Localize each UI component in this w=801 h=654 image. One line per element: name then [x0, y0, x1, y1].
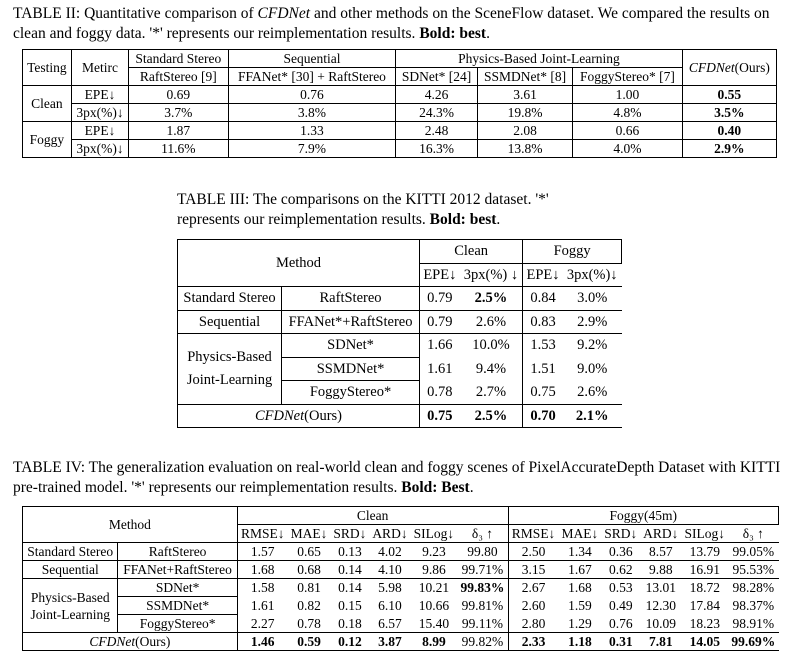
- value-cell: 1.57: [237, 543, 287, 561]
- value-cell: 16.91: [681, 561, 728, 579]
- header-metric: SILog↓: [411, 525, 458, 543]
- value-cell: 1.34: [559, 543, 602, 561]
- ours-model-name: CFDNet: [255, 407, 305, 424]
- header-foggystereo: FoggyStereo* [7]: [573, 68, 682, 86]
- method-cell: RaftStereo: [118, 543, 237, 561]
- header-foggy: Foggy(45m): [508, 507, 778, 525]
- value-cell: 1.51: [530, 360, 556, 377]
- table4-caption: [13, 458, 801, 497]
- value-cell-best: 0.70: [523, 404, 563, 428]
- value-cell: 0.79: [420, 310, 460, 334]
- table-row: [23, 615, 779, 633]
- value-cell: 12.30: [645, 598, 676, 613]
- value-cell: 9.2%: [563, 334, 622, 358]
- group-physics-based: [23, 579, 118, 633]
- group-foggy: Foggy: [23, 122, 72, 158]
- group-standard-stereo: Standard Stereo: [23, 543, 118, 561]
- metric-cell: 3px(%)↓: [71, 140, 128, 158]
- value-cell-best: 2.1%: [563, 404, 622, 428]
- value-cell: 18.23: [689, 615, 720, 631]
- header-3px: 3px(%) ↓: [460, 263, 523, 287]
- method-cell: FFANet+RaftStereo: [118, 561, 237, 579]
- header-testing: Testing: [23, 50, 72, 86]
- value-cell: 0.14: [330, 561, 369, 579]
- table-row-ours: [178, 404, 622, 428]
- value-cell: 1.53: [523, 334, 563, 358]
- group-label-line: Joint-Learning: [30, 606, 110, 622]
- value-cell: 3.8%: [228, 104, 396, 122]
- value-cell: 2.48: [396, 122, 478, 140]
- table4: [22, 506, 779, 651]
- group-sequential: Sequential: [23, 561, 118, 579]
- value-cell: 10.09: [645, 615, 676, 631]
- value-cell-best: 2.5%: [460, 404, 523, 428]
- value-cell: 0.81: [288, 579, 331, 597]
- value-cell: 9.23: [411, 543, 458, 561]
- value-cell: 8.57: [640, 543, 681, 561]
- value-cell: 2.6%: [577, 383, 608, 400]
- value-cell-best: 0.75: [420, 404, 460, 428]
- header-metric: RMSE↓: [508, 525, 558, 543]
- group-label-line: Physics-Based: [187, 349, 272, 366]
- value-cell: 2.7%: [460, 381, 523, 405]
- header-epe: EPE↓: [523, 263, 563, 287]
- value-cell: 6.10: [378, 598, 402, 613]
- table-row: [23, 86, 777, 104]
- value-cell: 0.65: [288, 543, 331, 561]
- header-ours: [682, 50, 776, 86]
- method-cell: SSMDNet*: [118, 597, 237, 615]
- value-cell: 1.59: [568, 598, 592, 613]
- value-cell-best: 0.59: [288, 633, 331, 651]
- metric-cell: EPE↓: [71, 86, 128, 104]
- header-standard-stereo: Standard Stereo: [129, 50, 229, 68]
- value-cell: 2.08: [477, 122, 572, 140]
- value-cell: 2.80: [521, 615, 546, 631]
- value-cell: 4.02: [369, 543, 410, 561]
- value-cell-best: 0.40: [682, 122, 776, 140]
- value-cell-best: 0.31: [601, 633, 640, 651]
- value-cell: 0.68: [288, 561, 331, 579]
- group-sequential: Sequential: [178, 310, 282, 334]
- value-cell: 1.68: [237, 561, 287, 579]
- value-cell: 2.9%: [563, 310, 622, 334]
- header-3px: 3px(%)↓: [563, 263, 622, 287]
- caption-bold: Bold: best: [419, 24, 487, 42]
- value-cell: 1.61: [237, 597, 287, 615]
- table-row: [23, 122, 777, 140]
- value-cell: 4.8%: [573, 104, 682, 122]
- value-cell: 3.0%: [563, 287, 622, 311]
- value-cell: 0.49: [608, 598, 633, 613]
- value-cell-best: 2.9%: [682, 140, 776, 158]
- method-cell: RaftStereo: [282, 287, 420, 311]
- header-metric: RMSE↓: [237, 525, 287, 543]
- table-row: [23, 543, 779, 561]
- caption-text: pre-trained model. '*' represents our reimplementation results.: [13, 478, 402, 496]
- header-metric: MAE↓: [288, 525, 331, 543]
- method-cell: SDNet*: [282, 334, 420, 358]
- value-cell-best: 1.18: [559, 633, 602, 651]
- header-physics-based: Physics-Based Joint-Learning: [396, 50, 682, 68]
- value-cell: 13.01: [640, 579, 681, 597]
- value-cell: 0.69: [129, 86, 229, 104]
- metric-cell: 3px(%)↓: [71, 104, 128, 122]
- value-cell: 1.66: [420, 334, 460, 358]
- value-cell: 1.68: [559, 579, 602, 597]
- caption-text: TABLE IV: The generalization evaluation on real-world clean and foggy scenes of PixelAccurateDepth Dataset with KITTI: [13, 459, 781, 476]
- table-row: [178, 287, 622, 311]
- table2-caption: [13, 4, 793, 43]
- header-metric: SRD↓: [601, 525, 640, 543]
- ours-model-name: CFDNet: [89, 634, 136, 649]
- header-metric: δ₃ ↑: [457, 525, 508, 543]
- table-row: [178, 310, 622, 334]
- caption-bold: Bold: Best: [401, 478, 470, 496]
- value-cell: 0.76: [228, 86, 396, 104]
- value-cell: 3.7%: [129, 104, 229, 122]
- value-cell: 9.4%: [460, 357, 523, 381]
- header-metric: MAE↓: [559, 525, 602, 543]
- header-metric: Metirc: [71, 50, 128, 86]
- value-cell: 0.78: [297, 615, 321, 631]
- value-cell: 2.6%: [460, 310, 523, 334]
- value-cell: 17.84: [689, 598, 720, 613]
- value-cell-best: 0.55: [682, 86, 776, 104]
- value-cell: 1.61: [420, 357, 460, 381]
- value-cell: 0.82: [297, 598, 321, 613]
- value-cell: 13.79: [681, 543, 728, 561]
- caption-model-name: CFDNet: [257, 5, 311, 22]
- header-ssmdnet: SSMDNet* [8]: [477, 68, 572, 86]
- value-cell: 99.80: [457, 543, 508, 561]
- value-cell: 95.53%: [728, 561, 778, 579]
- value-cell: 0.14: [330, 579, 369, 597]
- value-cell: 9.86: [411, 561, 458, 579]
- value-cell: 98.91%: [732, 615, 775, 631]
- group-physics-based: [178, 334, 282, 405]
- value-cell: 10.21: [411, 579, 458, 597]
- header-metric: SRD↓: [330, 525, 369, 543]
- header-method: Method: [178, 240, 420, 287]
- value-cell: 1.87: [129, 122, 229, 140]
- table2: [22, 49, 777, 158]
- table-row: [23, 104, 777, 122]
- value-cell: 99.82%: [457, 633, 508, 651]
- method-ours: [178, 404, 420, 428]
- table3: [177, 239, 622, 428]
- header-sequential: Sequential: [228, 50, 396, 68]
- value-cell-best: 99.69%: [728, 633, 778, 651]
- caption-bold: Bold: best: [429, 210, 497, 228]
- value-cell: 18.72: [681, 579, 728, 597]
- value-cell: 1.00: [573, 86, 682, 104]
- group-clean: Clean: [23, 86, 72, 122]
- ours-suffix: (Ours): [135, 634, 171, 649]
- value-cell: 0.76: [608, 615, 633, 631]
- header-epe: EPE↓: [420, 263, 460, 287]
- caption-text: and other methods on the SceneFlow dataset. We compared the results on clean and foggy data. '*' represents our reimplementation results.: [13, 5, 770, 42]
- caption-text: TABLE III: The comparisons on the KITTI 2012 dataset. '*': [177, 191, 549, 208]
- value-cell: 5.98: [369, 579, 410, 597]
- header-metric: SILog↓: [681, 525, 728, 543]
- value-cell: 0.36: [601, 543, 640, 561]
- value-cell: 3.15: [508, 561, 558, 579]
- table-row-ours: [23, 633, 779, 651]
- caption-end: .: [469, 478, 474, 496]
- group-label-line: Joint-Learning: [186, 371, 273, 388]
- metric-cell: EPE↓: [71, 122, 128, 140]
- value-cell: 0.75: [530, 383, 556, 400]
- ours-model-name: CFDNet: [688, 60, 735, 75]
- table-row: [23, 597, 779, 615]
- header-clean: Clean: [237, 507, 508, 525]
- header-ffanet: FFANet* [30] + RaftStereo: [228, 68, 396, 86]
- value-cell: 16.3%: [396, 140, 478, 158]
- value-cell: 1.33: [228, 122, 396, 140]
- group-label-line: Physics-Based: [30, 589, 110, 605]
- value-cell: 0.53: [601, 579, 640, 597]
- table-row: [178, 334, 622, 358]
- value-cell: 1.67: [559, 561, 602, 579]
- value-cell: 19.8%: [477, 104, 572, 122]
- value-cell: 4.26: [396, 86, 478, 104]
- value-cell-best: 8.99: [411, 633, 458, 651]
- table-row: [23, 140, 777, 158]
- value-cell: 0.84: [523, 287, 563, 311]
- value-cell-best: 3.5%: [682, 104, 776, 122]
- header-foggy: Foggy: [523, 240, 622, 264]
- value-cell-best: 3.87: [369, 633, 410, 651]
- value-cell: 0.15: [338, 598, 362, 613]
- value-cell: 9.88: [640, 561, 681, 579]
- value-cell: 98.37%: [732, 598, 775, 613]
- value-cell: 2.67: [508, 579, 558, 597]
- value-cell: 0.62: [601, 561, 640, 579]
- caption-text: represents our reimplementation results.: [177, 210, 430, 228]
- value-cell: 9.0%: [577, 360, 608, 377]
- method-cell: FoggyStereo*: [282, 381, 420, 405]
- value-cell: 10.0%: [460, 334, 523, 358]
- value-cell: 15.40: [418, 615, 450, 631]
- value-cell: 1.58: [237, 579, 287, 597]
- method-cell: SDNet*: [118, 579, 237, 597]
- value-cell: 10.66: [418, 598, 450, 613]
- value-cell: 0.66: [573, 122, 682, 140]
- method-ours: [23, 633, 238, 651]
- value-cell: 7.9%: [228, 140, 396, 158]
- value-cell: 6.57: [378, 615, 402, 631]
- header-metric: ARD↓: [640, 525, 681, 543]
- value-cell: 99.11%: [457, 615, 508, 633]
- value-cell: 2.50: [508, 543, 558, 561]
- caption-text: TABLE II: Quantitative comparison of: [13, 5, 258, 22]
- value-cell: 0.83: [523, 310, 563, 334]
- value-cell-best: 0.12: [330, 633, 369, 651]
- value-cell-best: 7.81: [640, 633, 681, 651]
- method-cell: FoggyStereo*: [118, 615, 237, 633]
- header-method: Method: [23, 507, 238, 543]
- value-cell: 2.60: [521, 598, 546, 613]
- value-cell-best: 99.83%: [457, 579, 508, 597]
- header-metric: δ₃ ↑: [728, 525, 778, 543]
- ours-suffix: (Ours): [734, 60, 770, 75]
- method-cell: SSMDNet*: [282, 357, 420, 381]
- value-cell: 0.13: [330, 543, 369, 561]
- value-cell: 4.0%: [573, 140, 682, 158]
- table-row: [23, 579, 779, 597]
- method-cell: FFANet*+RaftStereo: [282, 310, 420, 334]
- value-cell: 13.8%: [477, 140, 572, 158]
- value-cell: 2.27: [237, 615, 287, 633]
- value-cell: 99.71%: [457, 561, 508, 579]
- value-cell: 98.28%: [728, 579, 778, 597]
- ours-suffix: (Ours): [304, 407, 342, 424]
- value-cell: 99.05%: [728, 543, 778, 561]
- value-cell: 3.61: [477, 86, 572, 104]
- value-cell: 99.81%: [457, 597, 508, 615]
- header-raftstereo: RaftStereo [9]: [129, 68, 229, 86]
- header-clean: Clean: [420, 240, 523, 264]
- value-cell: 0.18: [338, 615, 362, 631]
- table3-caption: [177, 190, 637, 229]
- header-metric: ARD↓: [369, 525, 410, 543]
- value-cell: 11.6%: [129, 140, 229, 158]
- caption-end: .: [496, 210, 501, 228]
- value-cell: 0.79: [420, 287, 460, 311]
- value-cell: 24.3%: [396, 104, 478, 122]
- caption-end: .: [486, 24, 490, 42]
- value-cell-best: 2.5%: [460, 287, 523, 311]
- value-cell: 1.29: [568, 615, 592, 631]
- table-row: [23, 561, 779, 579]
- value-cell-best: 14.05: [681, 633, 728, 651]
- value-cell-best: 2.33: [508, 633, 558, 651]
- value-cell: 0.78: [420, 381, 460, 405]
- group-standard-stereo: Standard Stereo: [178, 287, 282, 311]
- value-cell-best: 1.46: [237, 633, 287, 651]
- value-cell: 4.10: [369, 561, 410, 579]
- header-sdnet: SDNet* [24]: [396, 68, 478, 86]
